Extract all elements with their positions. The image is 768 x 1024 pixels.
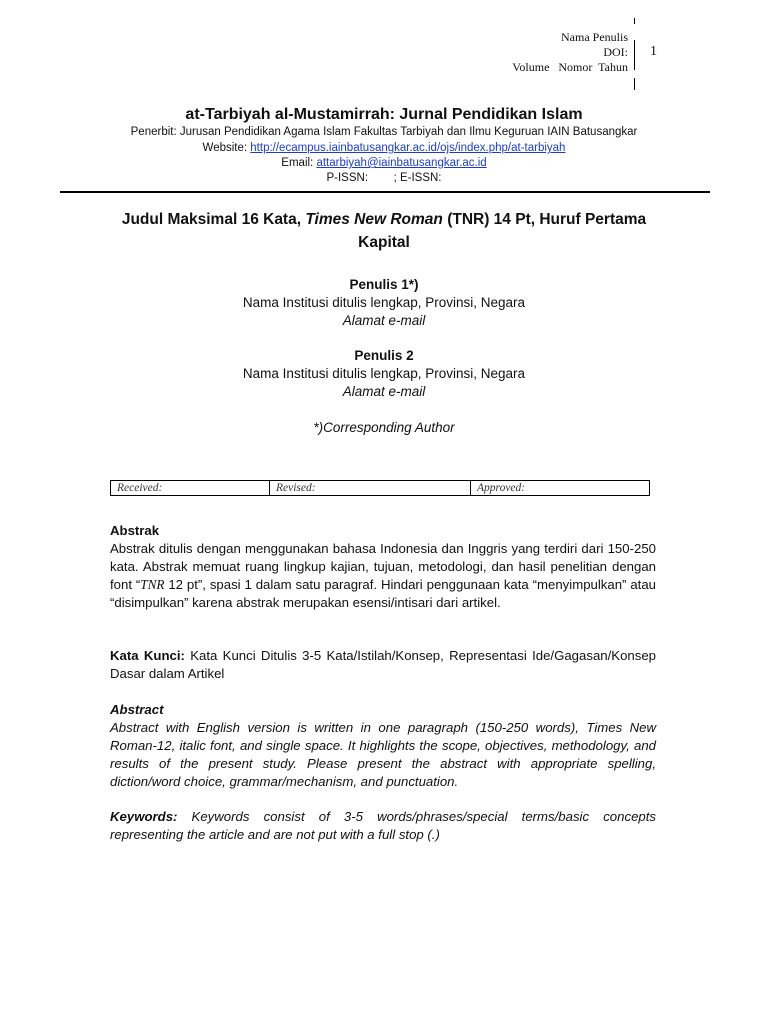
approved-cell: Approved:	[471, 481, 650, 496]
website-line	[0, 140, 768, 156]
title-italic: Times New Roman	[305, 211, 443, 228]
website-link[interactable]: http://ecampus.iainbatusangkar.ac.id/ojs/index.php/at-tarbiyah	[250, 142, 566, 154]
email-link[interactable]: attarbiyah@iainbatusangkar.ac.id	[316, 157, 487, 169]
title-part2: (TNR) 14 Pt, Huruf Pertama	[442, 211, 647, 228]
revised-cell: Revised:	[270, 481, 471, 496]
header-divider-top	[634, 18, 635, 24]
author-label: Nama Penulis	[561, 30, 628, 44]
abstrak-heading: Abstrak	[110, 523, 160, 538]
kata-kunci-label: Kata Kunci:	[110, 648, 185, 663]
abstrak-text	[110, 540, 656, 612]
page-number: 1	[650, 44, 657, 59]
publisher-line: Penerbit: Jurusan Pendidikan Agama Islam Fakultas Tarbiyah dan Ilmu Keguruan IAIN Batusangkar	[130, 126, 638, 138]
author-2-email: Alamat e-mail	[342, 384, 426, 399]
abstract-heading: Abstract	[110, 702, 164, 717]
doi-label: DOI:	[603, 45, 628, 59]
title-part1: Judul Maksimal 16 Kata,	[121, 211, 306, 228]
journal-title: at-Tarbiyah al-Mustamirrah: Jurnal Pendidikan Islam	[185, 106, 583, 123]
title-line2: Kapital	[358, 234, 410, 251]
header-divider-bottom	[634, 78, 635, 90]
dates-table	[110, 480, 650, 496]
author-1	[0, 276, 768, 330]
article-title	[0, 208, 768, 254]
abstrak-text-2: 12 pt”, spasi 1 dalam satu paragraf. Hindari penggunaan kata “menyimpulkan” atau “disimpulkan” karena abstrak merupakan esensi/intisari dari artikel.	[110, 577, 656, 610]
abstract-text: Abstract with English version is written in one paragraph (150-250 words), Times New Roman-12, italic font, and single space. It highlights the scope, objectives, methodology, and results of the present study. Please present the abstract with appropriate spelling, diction/word choice, grammar/mechanism, and punctuation.	[110, 720, 656, 789]
website-label: Website:	[202, 142, 251, 154]
corresponding-author: *)Corresponding Author	[313, 420, 455, 435]
abstrak-section	[110, 522, 656, 612]
email-line	[0, 155, 768, 171]
keywords-label: Keywords:	[110, 809, 178, 824]
volume-line: Volume Nomor Tahun	[512, 60, 628, 74]
abstrak-tnr: TNR	[140, 577, 165, 592]
running-header	[512, 30, 628, 75]
received-cell: Received:	[111, 481, 270, 496]
header-rule	[60, 191, 710, 193]
author-1-name: Penulis 1*)	[349, 277, 419, 292]
kata-kunci	[110, 647, 656, 683]
author-1-institution: Nama Institusi ditulis lengkap, Provinsi, Negara	[242, 295, 526, 310]
author-1-email: Alamat e-mail	[342, 313, 426, 328]
author-2-name: Penulis 2	[354, 348, 414, 363]
kata-kunci-text: Kata Kunci Ditulis 3-5 Kata/Istilah/Konsep, Representasi Ide/Gagasan/Konsep Dasar dalam Artikel	[110, 648, 657, 681]
header-divider-mid	[634, 40, 635, 70]
author-2	[0, 347, 768, 401]
issn-line: P-ISSN: ; E-ISSN:	[326, 172, 442, 184]
abstrak-text-1: Abstrak ditulis dengan menggunakan bahasa Indonesia dan Inggris yang terdiri dari 150-250 kata. Abstrak memuat ruang lingkup kajian, tujuan, metodologi, dan hasil penelitian dengan font “	[110, 541, 656, 592]
abstract-section	[110, 701, 656, 791]
keywords	[110, 808, 656, 844]
author-2-institution: Nama Institusi ditulis lengkap, Provinsi, Negara	[242, 366, 526, 381]
keywords-text: Keywords consist of 3-5 words/phrases/special terms/basic concepts representing the article and are not put with a full stop (.)	[110, 809, 656, 842]
email-label: Email:	[281, 157, 317, 169]
